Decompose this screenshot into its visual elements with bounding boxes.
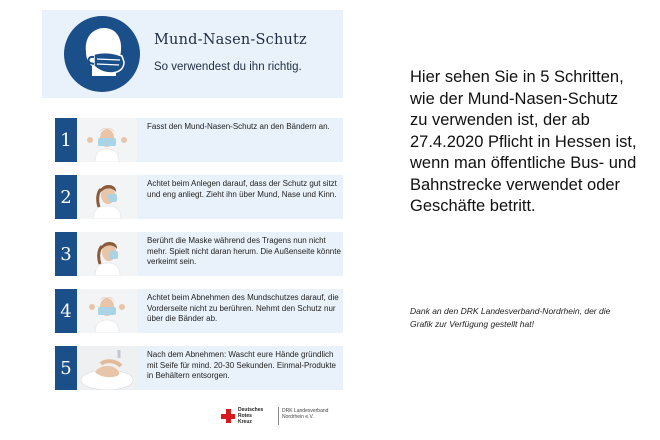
mask-wearing-person-icon	[64, 16, 140, 92]
step-text: Achtet beim Anlegen darauf, dass der Schutz gut sitzt und eng anliegt. Zieht ihn über Mund, Nase und Kinn.	[147, 179, 337, 199]
mask-infographic	[42, 10, 343, 430]
credit-note: Dank an den DRK Landesverband-Nordrhein, der die Grafik zur Verfügung gestellt hat!	[410, 306, 611, 329]
landesverband-name: DRK Landesverband Nordrhein e.V.	[282, 408, 329, 420]
hands-washing-photo	[77, 346, 137, 390]
step-3	[55, 232, 343, 276]
infographic-header	[42, 10, 343, 98]
drk-wordmark: Deutsches Rotes Kreuz	[238, 407, 264, 425]
step-text: Fasst den Mund-Nasen-Schutz an den Bändern an.	[147, 122, 330, 131]
red-cross-icon	[221, 409, 235, 423]
person-putting-on-mask-photo	[77, 175, 137, 219]
main-description: Hier sehen Sie in 5 Schritten, wie der Mund-Nasen-Schutz zu verwenden ist, der ab 27.4.2020 Pflicht in Hessen ist, wenn man öffentliche Bus- und Bahnstrecke verwendet oder Geschäfte betritt.	[410, 68, 637, 215]
step-number: 5	[55, 346, 77, 390]
step-number: 3	[55, 232, 77, 276]
step-text: Nach dem Abnehmen: Wascht eure Hände gründlich mit Seife für mind. 20-30 Sekunden. Einmal-Produkte in Behältern entsorgen.	[147, 350, 336, 380]
step-number: 2	[55, 175, 77, 219]
step-1	[55, 118, 343, 162]
step-number: 4	[55, 289, 77, 333]
step-text: Achtet beim Abnehmen des Mundschutzes darauf, die Vorderseite nicht zu berühren. Nehmt den Schutz nur über die Bänder ab.	[147, 293, 339, 323]
infographic-title: Mund-Nasen-Schutz	[154, 32, 307, 48]
step-2	[55, 175, 343, 219]
infographic-subtitle: So verwendest du ihn richtig.	[154, 61, 302, 73]
person-wearing-mask-photo	[77, 232, 137, 276]
person-removing-mask-photo	[77, 289, 137, 333]
step-5	[55, 346, 343, 390]
step-4	[55, 289, 343, 333]
drk-logo	[221, 404, 351, 428]
person-holding-mask-photo	[77, 118, 137, 162]
logo-divider	[278, 407, 279, 425]
step-number: 1	[55, 118, 77, 162]
step-text: Berührt die Maske während des Tragens nun nicht mehr. Spielt nicht daran herum. Die Außenseite könnte verkeimt sein.	[147, 236, 341, 266]
